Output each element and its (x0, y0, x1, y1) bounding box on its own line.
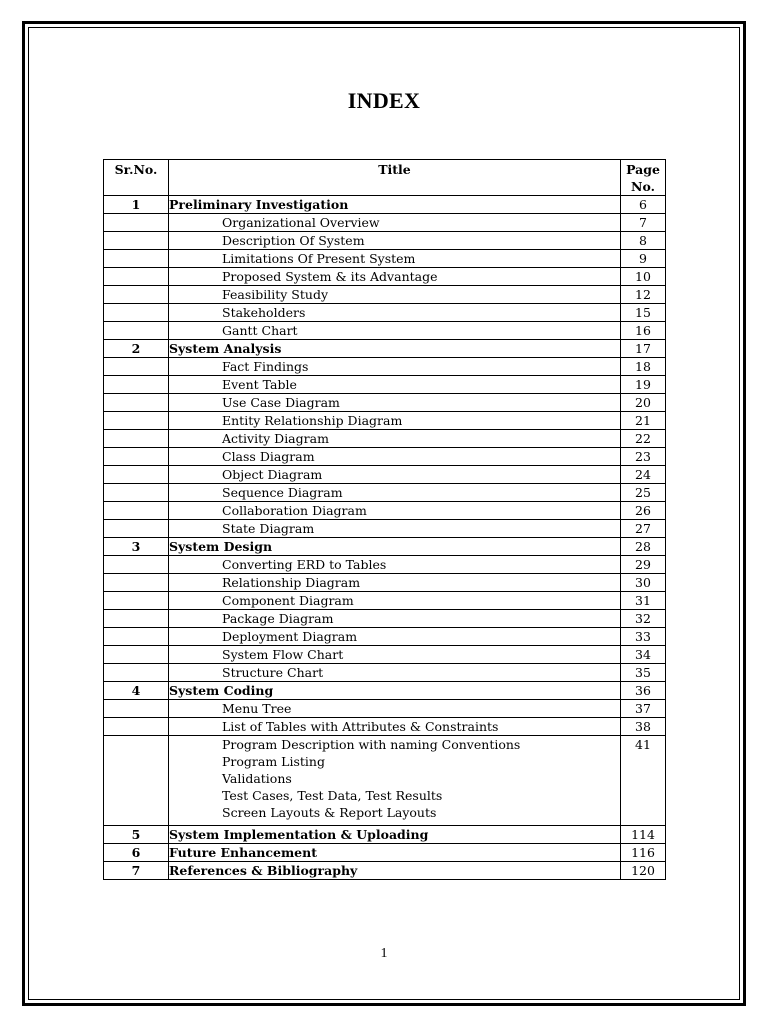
table-row (104, 214, 666, 232)
row-page-no: 31 (621, 592, 666, 610)
row-sr-no (104, 214, 169, 232)
row-sr-no (104, 286, 169, 304)
row-page-no: 41 (621, 736, 666, 826)
row-sr-no: 2 (104, 340, 169, 358)
row-page-no: 12 (621, 286, 666, 304)
table-row (104, 304, 666, 322)
table-row (104, 844, 666, 862)
row-sr-no (104, 304, 169, 322)
row-sr-no (104, 412, 169, 430)
table-row (104, 592, 666, 610)
subsection-title: Package Diagram (169, 610, 621, 628)
table-row (104, 358, 666, 376)
subsection-title: Description Of System (169, 232, 621, 250)
row-page-no: 120 (621, 862, 666, 880)
table-row (104, 574, 666, 592)
row-page-no: 116 (621, 844, 666, 862)
row-sr-no (104, 646, 169, 664)
row-sr-no (104, 268, 169, 286)
row-sr-no (104, 700, 169, 718)
row-page-no: 10 (621, 268, 666, 286)
subsection-line: Program Listing (222, 754, 325, 769)
table-row (104, 322, 666, 340)
row-sr-no (104, 502, 169, 520)
table-row (104, 502, 666, 520)
table-row (104, 286, 666, 304)
table-row (104, 430, 666, 448)
section-title: System Coding (169, 682, 621, 700)
row-page-no: 22 (621, 430, 666, 448)
subsection-title: Deployment Diagram (169, 628, 621, 646)
section-title: System Design (169, 538, 621, 556)
row-page-no: 23 (621, 448, 666, 466)
table-row (104, 628, 666, 646)
table-row (104, 250, 666, 268)
table-row (104, 196, 666, 214)
column-header-sr-no: Sr.No. (104, 160, 169, 196)
table-row (104, 736, 666, 826)
section-title: Future Enhancement (169, 844, 621, 862)
subsection-line: Validations (222, 771, 292, 786)
table-row (104, 610, 666, 628)
table-row (104, 484, 666, 502)
index-table-body (104, 196, 666, 880)
row-page-no: 8 (621, 232, 666, 250)
subsection-line: Program Description with naming Conventions (222, 737, 521, 752)
table-row (104, 682, 666, 700)
column-header-page-line1: Page (626, 162, 660, 177)
row-sr-no (104, 592, 169, 610)
subsection-line: Test Cases, Test Data, Test Results (222, 788, 443, 803)
row-page-no: 28 (621, 538, 666, 556)
subsection-title: Organizational Overview (169, 214, 621, 232)
section-title: References & Bibliography (169, 862, 621, 880)
table-row (104, 664, 666, 682)
row-page-no: 26 (621, 502, 666, 520)
row-sr-no (104, 664, 169, 682)
row-sr-no (104, 574, 169, 592)
row-page-no: 18 (621, 358, 666, 376)
table-row (104, 718, 666, 736)
subsection-title: Limitations Of Present System (169, 250, 621, 268)
row-page-no: 15 (621, 304, 666, 322)
row-page-no: 29 (621, 556, 666, 574)
row-sr-no (104, 448, 169, 466)
row-page-no: 27 (621, 520, 666, 538)
row-sr-no: 7 (104, 862, 169, 880)
row-sr-no (104, 610, 169, 628)
row-sr-no (104, 250, 169, 268)
table-row (104, 412, 666, 430)
row-sr-no (104, 322, 169, 340)
subsection-title: Converting ERD to Tables (169, 556, 621, 574)
row-sr-no (104, 394, 169, 412)
table-row (104, 826, 666, 844)
row-page-no: 34 (621, 646, 666, 664)
subsection-title: Sequence Diagram (169, 484, 621, 502)
table-row (104, 556, 666, 574)
row-sr-no (104, 376, 169, 394)
row-sr-no: 3 (104, 538, 169, 556)
table-row (104, 862, 666, 880)
row-sr-no: 5 (104, 826, 169, 844)
row-sr-no: 6 (104, 844, 169, 862)
subsection-title: State Diagram (169, 520, 621, 538)
subsection-title: Stakeholders (169, 304, 621, 322)
row-page-no: 33 (621, 628, 666, 646)
table-row (104, 538, 666, 556)
row-page-no: 19 (621, 376, 666, 394)
table-row (104, 394, 666, 412)
row-sr-no: 4 (104, 682, 169, 700)
column-header-title: Title (169, 160, 621, 196)
row-page-no: 17 (621, 340, 666, 358)
subsection-title: Structure Chart (169, 664, 621, 682)
subsection-title (169, 736, 621, 826)
row-page-no: 6 (621, 196, 666, 214)
subsection-title: Gantt Chart (169, 322, 621, 340)
row-sr-no (104, 466, 169, 484)
row-page-no: 25 (621, 484, 666, 502)
row-page-no: 32 (621, 610, 666, 628)
table-row (104, 340, 666, 358)
row-page-no: 21 (621, 412, 666, 430)
column-header-page-line2: No. (631, 179, 655, 194)
table-row (104, 448, 666, 466)
row-page-no: 7 (621, 214, 666, 232)
page-title: INDEX (347, 88, 421, 113)
subsection-title: Use Case Diagram (169, 394, 621, 412)
table-row (104, 466, 666, 484)
row-page-no: 24 (621, 466, 666, 484)
table-row (104, 268, 666, 286)
row-sr-no (104, 430, 169, 448)
row-sr-no: 1 (104, 196, 169, 214)
row-page-no: 16 (621, 322, 666, 340)
row-page-no: 35 (621, 664, 666, 682)
row-page-no: 9 (621, 250, 666, 268)
page-number: 1 (380, 946, 388, 961)
subsection-title: Component Diagram (169, 592, 621, 610)
row-sr-no (104, 520, 169, 538)
row-sr-no (104, 628, 169, 646)
row-page-no: 37 (621, 700, 666, 718)
subsection-title: Relationship Diagram (169, 574, 621, 592)
row-page-no: 114 (621, 826, 666, 844)
subsection-title: System Flow Chart (169, 646, 621, 664)
row-page-no: 30 (621, 574, 666, 592)
row-sr-no (104, 484, 169, 502)
subsection-title: Event Table (169, 376, 621, 394)
row-page-no: 36 (621, 682, 666, 700)
section-title: Preliminary Investigation (169, 196, 621, 214)
row-sr-no (104, 736, 169, 826)
row-page-no: 38 (621, 718, 666, 736)
row-sr-no (104, 358, 169, 376)
subsection-title: Feasibility Study (169, 286, 621, 304)
subsection-line: Screen Layouts & Report Layouts (222, 805, 437, 820)
row-sr-no (104, 232, 169, 250)
row-page-no: 20 (621, 394, 666, 412)
row-sr-no (104, 556, 169, 574)
table-row (104, 232, 666, 250)
subsection-title: Fact Findings (169, 358, 621, 376)
table-row (104, 700, 666, 718)
column-header-page-no (621, 160, 666, 196)
subsection-title: Collaboration Diagram (169, 502, 621, 520)
section-title: System Analysis (169, 340, 621, 358)
table-header-row (104, 160, 666, 196)
subsection-title: Object Diagram (169, 466, 621, 484)
subsection-title: List of Tables with Attributes & Constraints (169, 718, 621, 736)
table-row (104, 376, 666, 394)
subsection-title: Entity Relationship Diagram (169, 412, 621, 430)
subsection-title: Class Diagram (169, 448, 621, 466)
row-sr-no (104, 718, 169, 736)
subsection-title: Menu Tree (169, 700, 621, 718)
table-row (104, 646, 666, 664)
subsection-title: Activity Diagram (169, 430, 621, 448)
table-row (104, 520, 666, 538)
index-table (103, 159, 666, 880)
section-title: System Implementation & Uploading (169, 826, 621, 844)
subsection-title: Proposed System & its Advantage (169, 268, 621, 286)
